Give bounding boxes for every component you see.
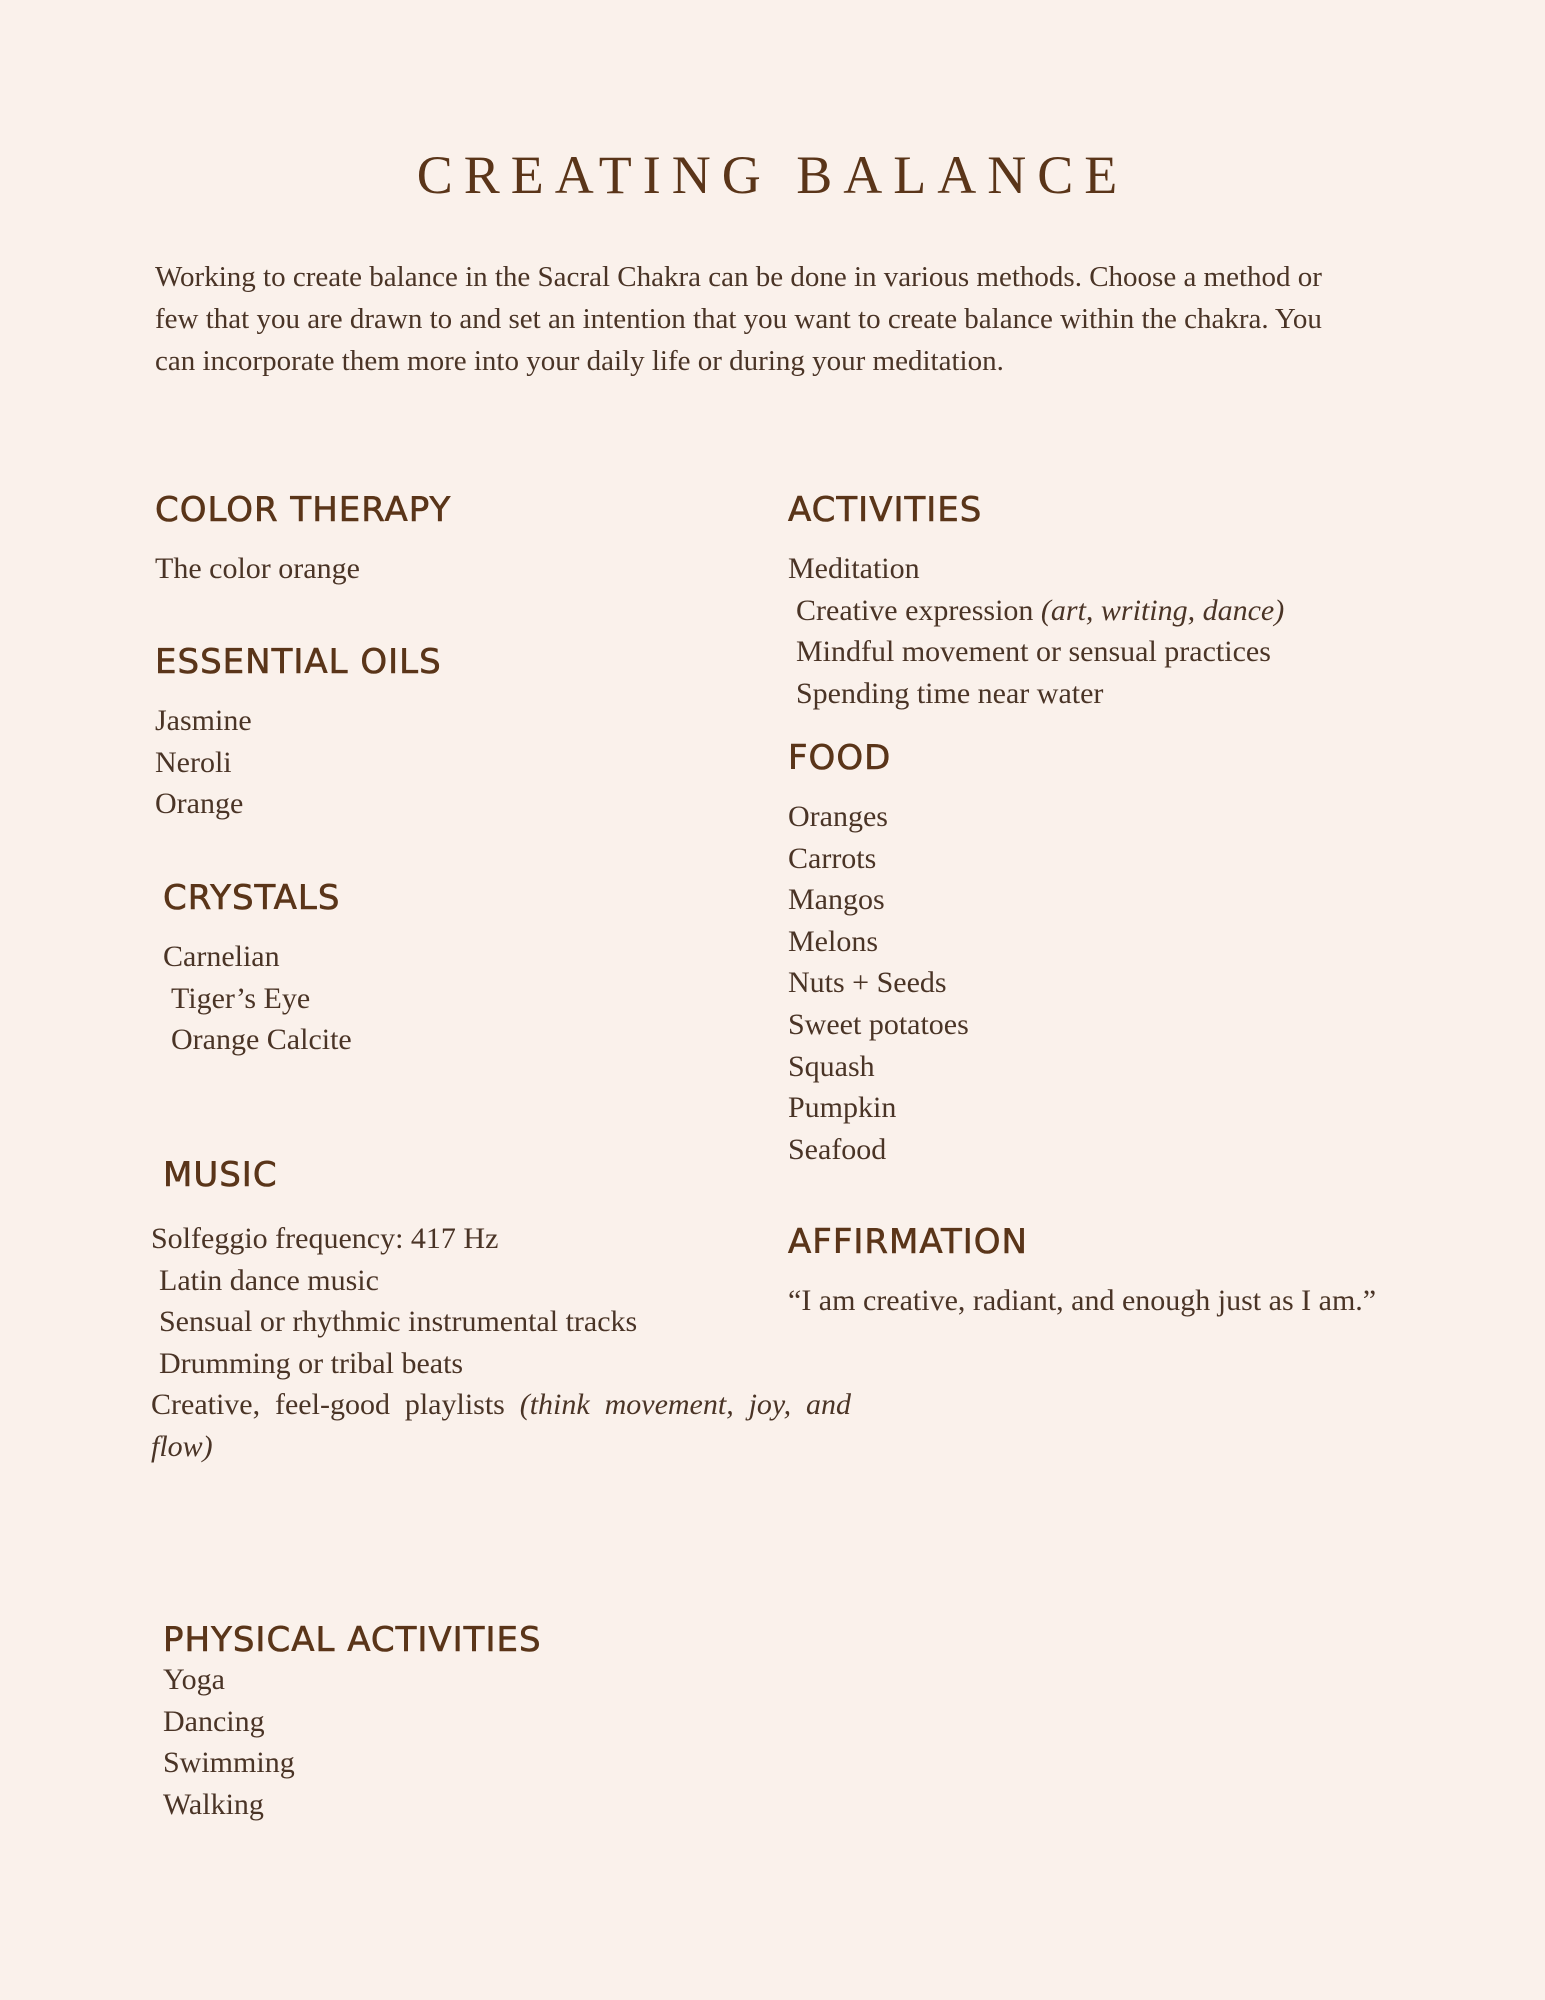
color-therapy-heading: COLOR THERAPY	[155, 490, 452, 530]
activities-list	[788, 548, 1284, 714]
list-item: Seafood	[788, 1132, 887, 1166]
list-item: Drumming or tribal beats	[159, 1346, 464, 1380]
list-item: Jasmine	[155, 704, 252, 737]
intro-paragraph: Working to create balance in the Sacral Chakra can be done in various methods. Choose a method or few that you are drawn to and set an intention that you want to create balance within the chakra. You can incorporate them more into your daily life or during your meditation.	[155, 261, 1322, 377]
list-item: Mindful movement or sensual practices	[796, 635, 1271, 669]
list-item: Nuts + Seeds	[788, 966, 947, 1000]
list-item: Orange	[155, 787, 244, 821]
color-therapy-text: The color orange	[155, 552, 360, 585]
list-item: Sensual or rhythmic instrumental tracks	[159, 1305, 638, 1339]
physical-activities-list	[163, 1659, 295, 1825]
list-item: Spending time near water	[796, 676, 1104, 710]
essential-oils-heading: ESSENTIAL OILS	[155, 642, 442, 682]
music-last-item-note: (think movement, joy, and flow)	[151, 1388, 851, 1463]
list-item-note: (art, writing, dance)	[1040, 593, 1285, 627]
essential-oils-list	[155, 700, 252, 825]
list-item: Oranges	[788, 800, 888, 833]
music-last-item	[151, 1384, 851, 1467]
list-item-text: Creative expression	[796, 593, 1041, 627]
list-item: Solfeggio frequency: 417 Hz	[151, 1222, 499, 1255]
crystals-list	[163, 936, 352, 1061]
list-item	[788, 590, 1284, 632]
list-item: Melons	[788, 924, 878, 958]
affirmation-heading: AFFIRMATION	[788, 1222, 1028, 1262]
list-item: Walking	[163, 1787, 264, 1821]
activities-heading: ACTIVITIES	[788, 490, 983, 530]
list-item: Sweet potatoes	[788, 1007, 969, 1041]
food-heading: FOOD	[788, 738, 892, 778]
affirmation-text: “I am creative, radiant, and enough just as I am.”	[788, 1284, 1377, 1317]
page-title: CREATING BALANCE	[416, 145, 1129, 205]
list-item: Tiger’s Eye	[171, 981, 311, 1015]
music-heading: MUSIC	[163, 1155, 278, 1195]
list-item: Yoga	[163, 1663, 225, 1696]
list-item: Carrots	[788, 841, 877, 875]
music-last-item-text: Creative, feel-good playlists	[151, 1388, 520, 1421]
list-item: Neroli	[155, 745, 232, 779]
list-item: Squash	[788, 1049, 875, 1083]
list-item: Meditation	[788, 552, 920, 585]
list-item: Orange Calcite	[171, 1023, 352, 1057]
music-list	[151, 1218, 637, 1384]
list-item: Mangos	[788, 883, 885, 917]
list-item: Latin dance music	[159, 1263, 379, 1297]
list-item: Pumpkin	[788, 1091, 897, 1125]
food-list	[788, 796, 969, 1170]
crystals-heading: CRYSTALS	[163, 878, 341, 918]
list-item: Swimming	[163, 1746, 295, 1780]
list-item: Dancing	[163, 1704, 265, 1738]
list-item: Carnelian	[163, 940, 280, 973]
physical-activities-heading: PHYSICAL ACTIVITIES	[163, 1620, 542, 1660]
